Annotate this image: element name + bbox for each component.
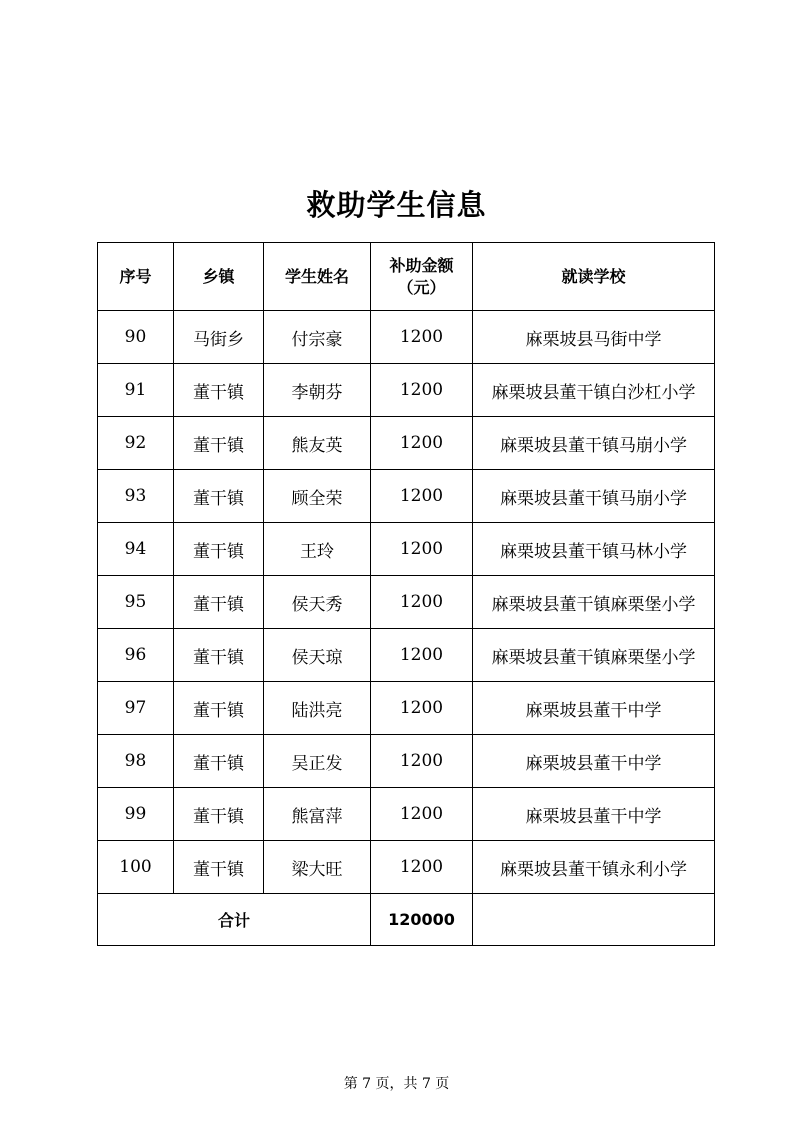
cell-index: 91 [98, 364, 174, 417]
cell-town: 董干镇 [174, 629, 264, 682]
header-town: 乡镇 [174, 243, 264, 311]
cell-amount: 1200 [371, 629, 473, 682]
table-row [98, 735, 715, 788]
table-row [98, 682, 715, 735]
table-row [98, 417, 715, 470]
cell-index: 93 [98, 470, 174, 523]
cell-index: 90 [98, 311, 174, 364]
cell-town: 董干镇 [174, 523, 264, 576]
cell-amount: 1200 [371, 470, 473, 523]
table-row [98, 576, 715, 629]
header-index: 序号 [98, 243, 174, 311]
header-amount [371, 243, 473, 311]
cell-amount: 1200 [371, 735, 473, 788]
cell-town: 马街乡 [174, 311, 264, 364]
cell-school: 麻栗坡县董干镇马林小学 [473, 523, 715, 576]
table-row [98, 311, 715, 364]
total-label: 合计 [98, 894, 371, 946]
page-title: 救助学生信息 [306, 188, 487, 222]
cell-index: 94 [98, 523, 174, 576]
cell-amount: 1200 [371, 364, 473, 417]
cell-amount: 1200 [371, 523, 473, 576]
header-amount-line1: 补助金额 [389, 255, 454, 275]
cell-school: 麻栗坡县董干中学 [473, 735, 715, 788]
cell-student-name: 付宗豪 [264, 311, 371, 364]
cell-index: 95 [98, 576, 174, 629]
cell-student-name: 顾全荣 [264, 470, 371, 523]
cell-school: 麻栗坡县董干中学 [473, 788, 715, 841]
cell-index: 98 [98, 735, 174, 788]
total-row [98, 894, 715, 946]
cell-amount: 1200 [371, 576, 473, 629]
cell-index: 99 [98, 788, 174, 841]
cell-student-name: 熊富萍 [264, 788, 371, 841]
cell-town: 董干镇 [174, 735, 264, 788]
cell-amount: 1200 [371, 841, 473, 894]
cell-amount: 1200 [371, 311, 473, 364]
table-row [98, 788, 715, 841]
cell-town: 董干镇 [174, 682, 264, 735]
table-row [98, 523, 715, 576]
table-row [98, 841, 715, 894]
student-aid-table [97, 242, 715, 946]
table-row [98, 470, 715, 523]
cell-town: 董干镇 [174, 470, 264, 523]
cell-student-name: 熊友英 [264, 417, 371, 470]
header-student-name: 学生姓名 [264, 243, 371, 311]
cell-town: 董干镇 [174, 417, 264, 470]
cell-school: 麻栗坡县董干镇马崩小学 [473, 417, 715, 470]
cell-school: 麻栗坡县董干中学 [473, 682, 715, 735]
header-school: 就读学校 [473, 243, 715, 311]
cell-school: 麻栗坡县董干镇永利小学 [473, 841, 715, 894]
cell-index: 100 [98, 841, 174, 894]
cell-amount: 1200 [371, 682, 473, 735]
cell-student-name: 王玲 [264, 523, 371, 576]
table-row [98, 629, 715, 682]
cell-school: 麻栗坡县董干镇白沙杠小学 [473, 364, 715, 417]
table-row [98, 364, 715, 417]
cell-school: 麻栗坡县董干镇麻栗堡小学 [473, 629, 715, 682]
cell-school: 麻栗坡县董干镇马崩小学 [473, 470, 715, 523]
cell-amount: 1200 [371, 417, 473, 470]
cell-student-name: 侯天秀 [264, 576, 371, 629]
cell-index: 92 [98, 417, 174, 470]
cell-town: 董干镇 [174, 576, 264, 629]
page-footer: 第 7 页，共 7 页 [343, 1076, 450, 1092]
cell-student-name: 吴正发 [264, 735, 371, 788]
cell-amount: 1200 [371, 788, 473, 841]
cell-town: 董干镇 [174, 841, 264, 894]
cell-student-name: 梁大旺 [264, 841, 371, 894]
total-amount: 120000 [371, 894, 473, 946]
cell-index: 96 [98, 629, 174, 682]
header-amount-line2: （元） [397, 277, 446, 297]
cell-student-name: 陆洪亮 [264, 682, 371, 735]
total-school-empty [473, 894, 715, 946]
cell-town: 董干镇 [174, 788, 264, 841]
cell-school: 麻栗坡县董干镇麻栗堡小学 [473, 576, 715, 629]
cell-student-name: 侯天琼 [264, 629, 371, 682]
cell-student-name: 李朝芬 [264, 364, 371, 417]
cell-town: 董干镇 [174, 364, 264, 417]
cell-school: 麻栗坡县马街中学 [473, 311, 715, 364]
cell-index: 97 [98, 682, 174, 735]
table-header-row [98, 243, 715, 311]
